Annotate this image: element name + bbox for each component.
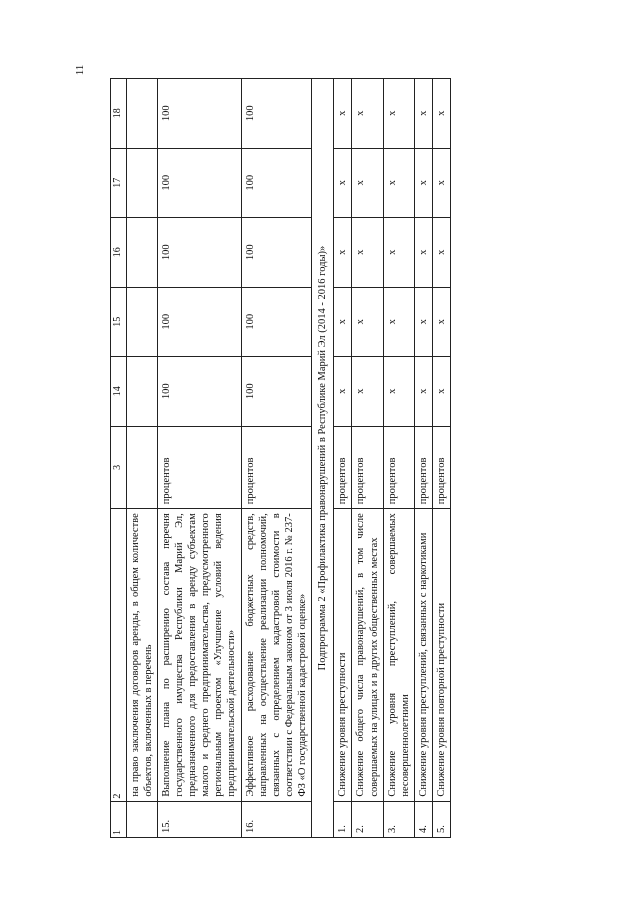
col-header: 17 (111, 148, 127, 218)
unit-cell: процентов (383, 426, 414, 509)
table-row (334, 79, 352, 838)
value-cell: x (334, 357, 352, 427)
indicator-name: Снижение уровня повторной преступности (433, 509, 451, 801)
value-cell: x (383, 357, 414, 427)
value-cell: x (352, 287, 383, 357)
value-cell: 100 (157, 357, 241, 427)
subprogram-title: Подпрограмма 2 «Профилактика правонарушений в Республике Марий Эл (2014 - 2016 годы)» (312, 79, 334, 838)
unit-cell: процентов (241, 426, 312, 509)
value-cell: 100 (241, 218, 312, 288)
row-number (126, 801, 157, 837)
value-cell: x (433, 79, 451, 149)
value-cell: 100 (241, 148, 312, 218)
table-row (383, 79, 414, 838)
value-cell: x (334, 148, 352, 218)
value-cell: x (414, 79, 432, 149)
value-cell: x (414, 218, 432, 288)
value-cell: x (334, 218, 352, 288)
row-number: 2. (352, 801, 383, 837)
indicator-name: Снижение уровня преступности (334, 509, 352, 801)
unit-cell: процентов (433, 426, 451, 509)
col-header: 3 (111, 426, 127, 509)
value-cell (126, 148, 157, 218)
col-header: 14 (111, 357, 127, 427)
value-cell (126, 218, 157, 288)
value-cell: x (414, 357, 432, 427)
table-row (241, 79, 312, 838)
row-number: 15. (157, 801, 241, 837)
indicator-table-sheet (110, 78, 520, 838)
value-cell: x (383, 287, 414, 357)
value-cell: x (433, 218, 451, 288)
value-cell: x (433, 357, 451, 427)
unit-cell: процентов (334, 426, 352, 509)
indicator-name: на право заключения договоров аренды, в общем количестве объектов, включенных в перечень (126, 509, 157, 801)
value-cell: x (383, 218, 414, 288)
value-cell: 100 (157, 148, 241, 218)
indicator-table (110, 78, 451, 838)
value-cell (126, 79, 157, 149)
row-number: 4. (414, 801, 432, 837)
indicator-name: Выполнение плана по расширению состава перечня государственного имущества Республики Марий Эл, предназначенного для предоставления в аренду субъектам малого и среднего предпринимательства, предусмотренного региональным проектом «Улучшение условий ведения предпринимательской деятельности» (157, 509, 241, 801)
table-row (157, 79, 241, 838)
value-cell: x (334, 79, 352, 149)
col-header: 2 (111, 509, 127, 801)
value-cell (126, 287, 157, 357)
value-cell (126, 357, 157, 427)
value-cell: 100 (241, 287, 312, 357)
value-cell: x (414, 287, 432, 357)
row-number: 16. (241, 801, 312, 837)
table-row (352, 79, 383, 838)
indicator-name: Снижение уровня преступлений, совершаемых несовершеннолетними (383, 509, 414, 801)
value-cell: x (352, 218, 383, 288)
col-header: 16 (111, 218, 127, 288)
value-cell: 100 (241, 357, 312, 427)
col-header: 18 (111, 79, 127, 149)
value-cell: 100 (241, 79, 312, 149)
indicator-name: Снижение уровня преступлений, связанных с наркотиками (414, 509, 432, 801)
value-cell: x (383, 79, 414, 149)
value-cell: x (433, 148, 451, 218)
table-row (414, 79, 432, 838)
col-header: 15 (111, 287, 127, 357)
value-cell: x (383, 148, 414, 218)
value-cell: 100 (157, 287, 241, 357)
col-header: 1 (111, 801, 127, 837)
unit-cell: процентов (352, 426, 383, 509)
value-cell: 100 (157, 79, 241, 149)
row-number: 5. (433, 801, 451, 837)
indicator-name: Эффективное расходование бюджетных средств, направленных на осуществление реализации полномочий, связанных с определением кадастровой стоимости в соответствии с Федеральным законом от 3 июля 2016 г. № 237-ФЗ «О государственной кадастровой оценке» (241, 509, 312, 801)
value-cell: x (352, 79, 383, 149)
value-cell: x (414, 148, 432, 218)
indicator-name: Снижение общего числа правонарушений, в том числе совершаемых на улицах и в других общественных местах (352, 509, 383, 801)
unit-cell (126, 426, 157, 509)
value-cell: x (433, 287, 451, 357)
table-row (126, 79, 157, 838)
value-cell: x (334, 287, 352, 357)
value-cell: x (352, 148, 383, 218)
table-row (433, 79, 451, 838)
value-cell: 100 (157, 218, 241, 288)
unit-cell: процентов (157, 426, 241, 509)
page-number: 11 (74, 64, 86, 76)
value-cell: x (352, 357, 383, 427)
header-row (111, 79, 127, 838)
row-number: 1. (334, 801, 352, 837)
row-number: 3. (383, 801, 414, 837)
unit-cell: процентов (414, 426, 432, 509)
subprogram-row (312, 79, 334, 838)
